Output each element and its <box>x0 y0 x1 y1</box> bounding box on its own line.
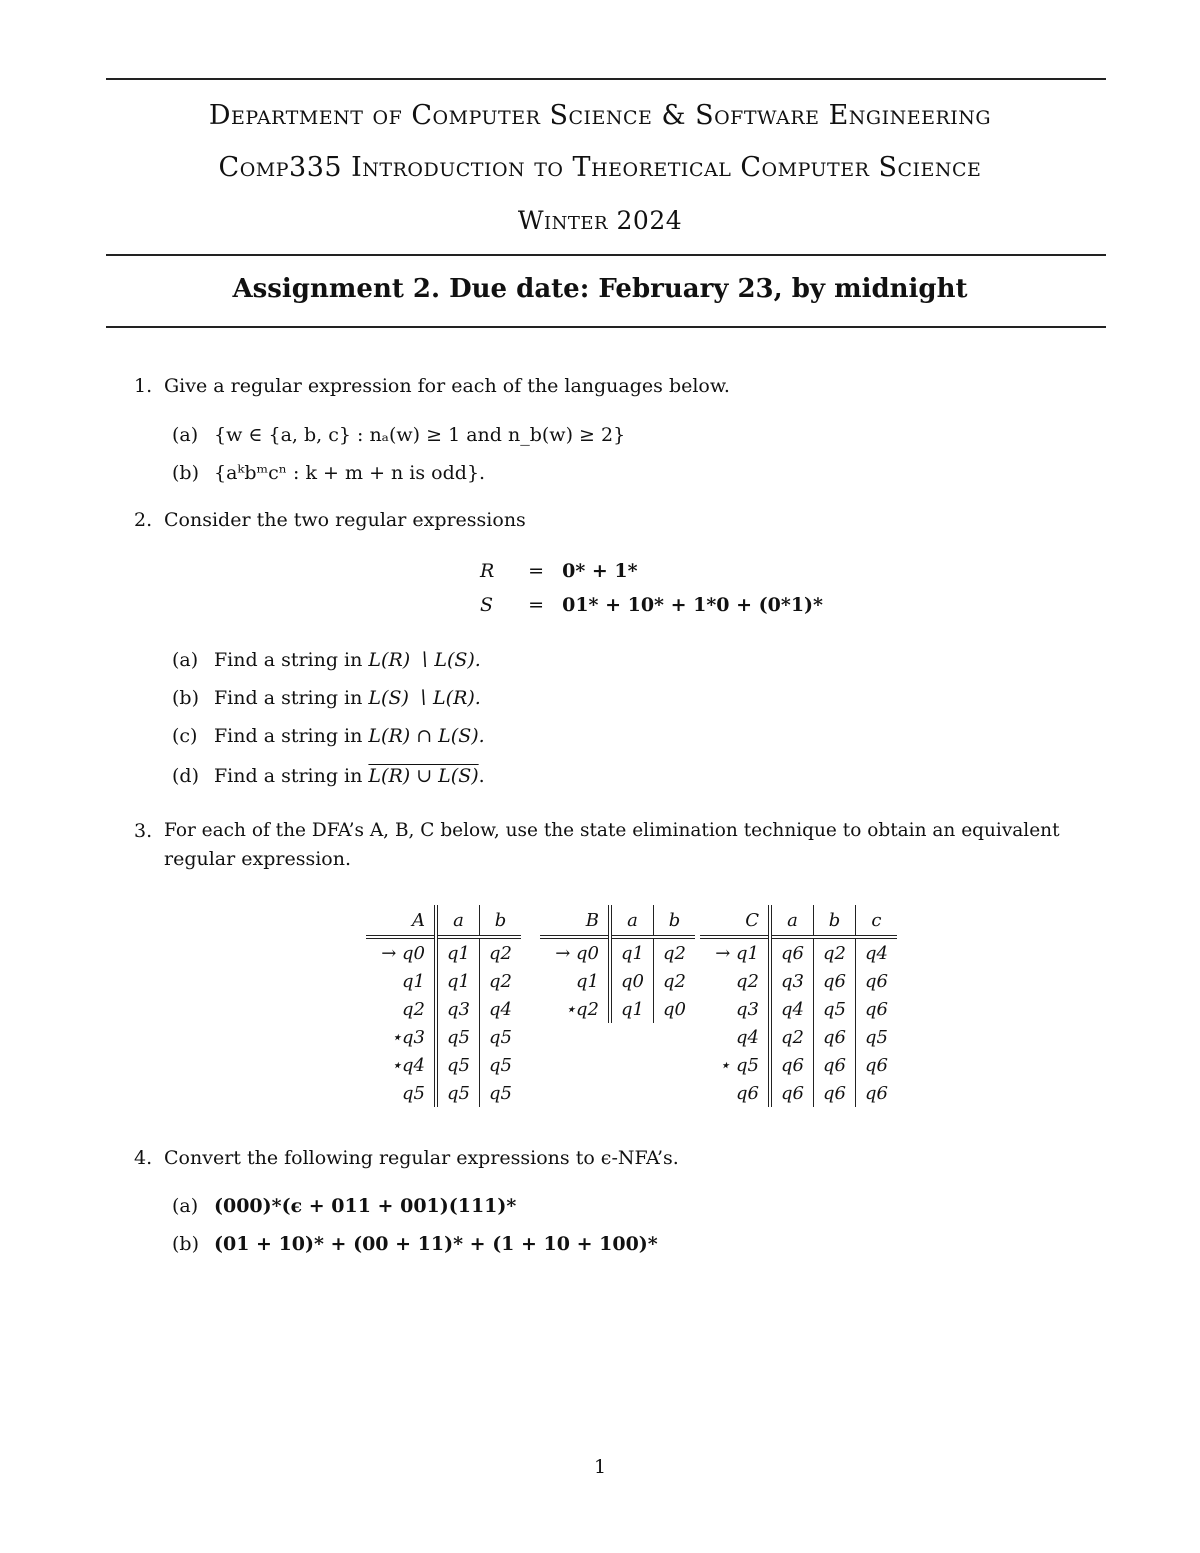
table-row <box>366 1079 521 1107</box>
equation-s-rhs: 01* + 10* + 1*0 + (0*1)* <box>562 594 823 616</box>
transition-cell: q1 <box>436 937 479 967</box>
equation-s <box>480 594 823 616</box>
state-cell: q6 <box>700 1079 770 1107</box>
equation-s-lhs: S <box>480 594 494 616</box>
q1-number: 1. <box>134 375 153 397</box>
q1b-label: (b) <box>172 462 199 484</box>
transition-cell: q3 <box>436 995 479 1023</box>
table-row <box>700 1023 897 1051</box>
equation-r <box>480 560 638 582</box>
transition-cell: q5 <box>436 1051 479 1079</box>
state-cell: → q1 <box>700 937 770 967</box>
transition-cell: q6 <box>813 1079 855 1107</box>
equals-sign: = <box>528 560 544 582</box>
state-cell: q4 <box>700 1023 770 1051</box>
q3-line1: For each of the DFA’s A, B, C below, use the state elimination technique to obtain an equivalent <box>164 820 1060 841</box>
transition-cell: q5 <box>488 1054 512 1076</box>
transition-cell: q6 <box>813 1051 855 1079</box>
table-col-header: b <box>668 909 681 931</box>
equation-r-lhs: R <box>480 560 495 582</box>
table-col-header: b <box>494 909 507 931</box>
table-col-header: b <box>813 905 855 937</box>
transition-cell: q3 <box>770 967 813 995</box>
q2a-prompt: Find a string in <box>214 649 363 671</box>
q1-text: Give a regular expression for each of the languages below. <box>164 375 730 397</box>
q2b-math: L(S) ∖ L(R). <box>368 687 481 709</box>
q4-text: Convert the following regular expressions to ϵ-NFA’s. <box>164 1147 679 1169</box>
dfa-table-c <box>700 905 897 1107</box>
q4b-expression: (01 + 10)* + (00 + 11)* + (1 + 10 + 100)* <box>214 1233 658 1255</box>
transition-cell: q2 <box>662 942 686 964</box>
table-name-cell: C <box>700 905 770 937</box>
transition-cell: q5 <box>436 1023 479 1051</box>
course-title: Comp335 Introduction to Theoretical Computer Science <box>218 152 982 183</box>
table-row <box>700 937 897 967</box>
transition-cell: q6 <box>864 1082 888 1104</box>
q2c-text <box>214 724 485 748</box>
transition-cell: q6 <box>770 1051 813 1079</box>
transition-cell: q5 <box>488 1026 512 1048</box>
q4a-label: (a) <box>172 1195 199 1217</box>
table-header-row <box>366 905 521 937</box>
q2d-label: (d) <box>172 765 199 787</box>
transition-cell: q5 <box>813 995 855 1023</box>
transition-cell: q1 <box>610 995 653 1023</box>
table-row <box>366 1023 521 1051</box>
transition-cell: q6 <box>864 970 888 992</box>
table-row <box>540 967 695 995</box>
transition-cell: q1 <box>436 967 479 995</box>
transition-cell: q0 <box>610 967 653 995</box>
transition-cell: q4 <box>488 998 512 1020</box>
assignment-title: Assignment 2. Due date: February 23, by midnight <box>232 274 968 304</box>
q2c-math: L(R) ∩ L(S). <box>368 725 485 747</box>
state-cell: ⋆ q5 <box>700 1051 770 1079</box>
table-row <box>540 937 695 967</box>
equals-sign: = <box>528 594 544 616</box>
transition-cell: q0 <box>662 998 686 1020</box>
state-cell: q2 <box>366 995 436 1023</box>
table-row <box>700 1051 897 1079</box>
bottom-rule <box>106 326 1106 328</box>
term-title: Winter 2024 <box>517 206 683 235</box>
table-row <box>366 967 521 995</box>
q2d-text <box>214 764 485 788</box>
q2c-prompt: Find a string in <box>214 725 363 747</box>
transition-cell: q2 <box>488 942 512 964</box>
transition-cell: q2 <box>813 937 855 967</box>
page-number: 1 <box>593 1456 607 1478</box>
q4a-expression: (000)*(ϵ + 011 + 001)(111)* <box>214 1195 517 1217</box>
equation-r-rhs: 0* + 1* <box>562 560 638 582</box>
q4-number: 4. <box>134 1147 153 1169</box>
transition-cell: q5 <box>864 1026 888 1048</box>
state-cell: ⋆q4 <box>366 1051 436 1079</box>
table-row <box>700 967 897 995</box>
q1a-text: {w ∈ {a, b, c} : nₐ(w) ≥ 1 and n_b(w) ≥ 2} <box>214 424 626 446</box>
q2a-text <box>214 648 481 672</box>
state-cell: q5 <box>366 1079 436 1107</box>
transition-cell: q6 <box>813 967 855 995</box>
q3-line2: regular expression. <box>164 848 351 870</box>
department-title: Department of Computer Science & Software Engineering <box>208 100 992 131</box>
q2a-math: L(R) ∖ L(S). <box>368 649 481 671</box>
table-row <box>540 995 695 1023</box>
transition-cell: q2 <box>662 970 686 992</box>
top-rule <box>106 78 1106 80</box>
state-cell: q3 <box>700 995 770 1023</box>
table-col-header: c <box>871 909 882 931</box>
state-cell: → q0 <box>366 937 436 967</box>
transition-cell: q5 <box>436 1079 479 1107</box>
q2b-prompt: Find a string in <box>214 687 363 709</box>
state-cell: → q0 <box>540 937 610 967</box>
dfa-table-b <box>540 905 695 1023</box>
q4b-label: (b) <box>172 1233 199 1255</box>
transition-cell: q5 <box>488 1082 512 1104</box>
q2a-label: (a) <box>172 649 199 671</box>
transition-cell: q6 <box>770 937 813 967</box>
transition-cell: q6 <box>864 998 888 1020</box>
table-header-row <box>700 905 897 937</box>
table-row <box>700 995 897 1023</box>
transition-cell: q6 <box>770 1079 813 1107</box>
mid-rule <box>106 254 1106 256</box>
table-row <box>366 995 521 1023</box>
q2c-label: (c) <box>172 725 198 747</box>
table-row <box>366 1051 521 1079</box>
table-col-header: a <box>610 905 653 937</box>
transition-cell: q2 <box>770 1023 813 1051</box>
state-cell: q2 <box>700 967 770 995</box>
q2d-prompt: Find a string in <box>214 765 363 787</box>
state-cell: ⋆q2 <box>540 995 610 1023</box>
table-col-header: a <box>436 905 479 937</box>
q2d-math: L(R) ∪ L(S) <box>368 765 479 787</box>
state-cell: ⋆q3 <box>366 1023 436 1051</box>
table-name-cell: A <box>366 905 436 937</box>
state-cell: q1 <box>540 967 610 995</box>
transition-cell: q4 <box>770 995 813 1023</box>
transition-cell: q6 <box>864 1054 888 1076</box>
q2b-label: (b) <box>172 687 199 709</box>
q2d-period: . <box>478 765 485 787</box>
q3-number: 3. <box>134 820 153 842</box>
table-name-cell: B <box>540 905 610 937</box>
transition-cell: q2 <box>488 970 512 992</box>
q2b-text <box>214 686 481 710</box>
dfa-table-a <box>366 905 521 1107</box>
table-row <box>366 937 521 967</box>
table-col-header: a <box>770 905 813 937</box>
transition-cell: q4 <box>864 942 888 964</box>
table-header-row <box>540 905 695 937</box>
q2-text: Consider the two regular expressions <box>164 509 526 531</box>
transition-cell: q6 <box>813 1023 855 1051</box>
transition-cell: q1 <box>610 937 653 967</box>
state-cell: q1 <box>366 967 436 995</box>
q2-number: 2. <box>134 509 153 531</box>
table-row <box>700 1079 897 1107</box>
q1a-label: (a) <box>172 424 199 446</box>
q1b-text: {aᵏbᵐcⁿ : k + m + n is odd}. <box>214 462 486 484</box>
